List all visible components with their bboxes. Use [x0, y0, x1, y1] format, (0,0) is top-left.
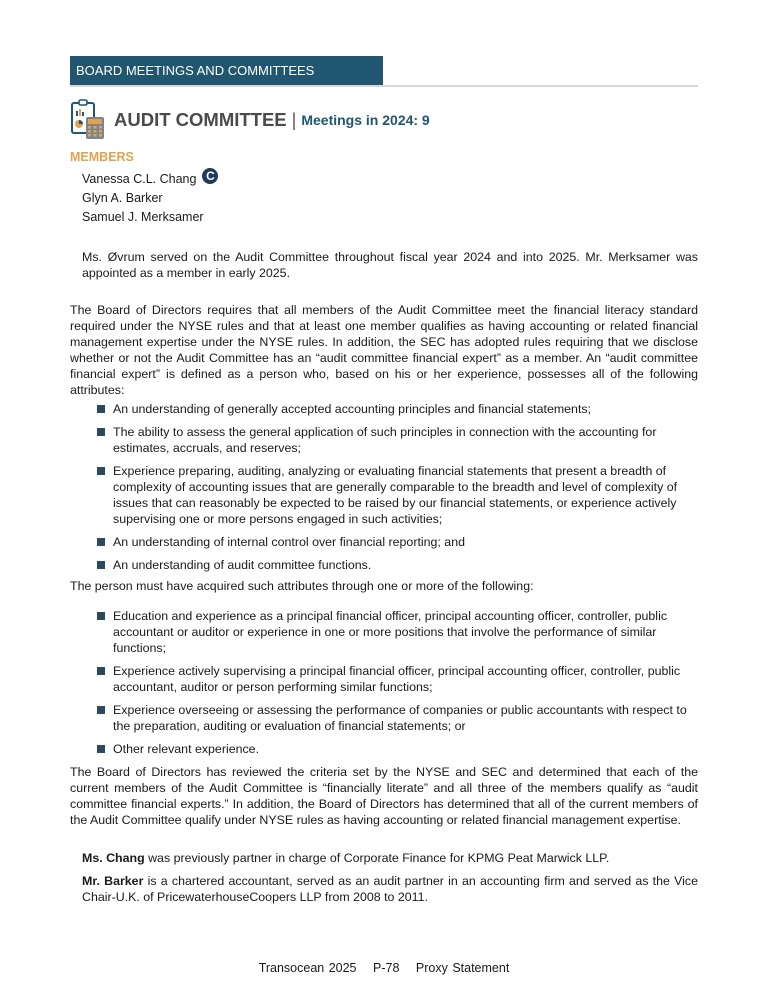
- chair-badge-icon: C: [202, 168, 218, 184]
- bullet-square-icon: [97, 745, 105, 753]
- list-item-text: Other relevant experience.: [113, 742, 260, 756]
- list-item: [97, 741, 698, 757]
- bullet-square-icon: [97, 667, 105, 675]
- list-item-text: An understanding of audit committee functions.: [113, 558, 372, 572]
- list-item-text: Education and experience as a principal financial officer, principal accounting officer, controller, public accountant or auditor or experience in one or more positions that involve the performance of similar functions;: [113, 609, 668, 655]
- title-separator: |: [291, 109, 297, 130]
- list-item: [97, 702, 698, 734]
- section-header: BOARD MEETINGS AND COMMITTEES: [70, 56, 383, 86]
- financial-literacy-paragraph: The Board of Directors requires that all members of the Audit Committee meet the financial literacy standard required under the NYSE rules and that at least one member qualifies as having accounting or related financial management expertise under the NYSE rules. In addition, the SEC has adopted rules requiring that we disclose whether or not the Audit Committee has an “audit committee financial expert” as a member. An “audit committee financial expert” is defined as a person who, based on his or her experience, possesses all of the following attributes:: [70, 303, 698, 397]
- footer-doc-title: Proxy Statement: [415, 961, 510, 975]
- list-item-text: An understanding of internal control over financial reporting; and: [113, 535, 465, 549]
- bio-text: was previously partner in charge of Corporate Finance for KPMG Peat Marwick LLP.: [144, 851, 610, 865]
- list-item: [97, 463, 698, 527]
- list-item: [97, 608, 698, 656]
- list-item: [97, 401, 698, 417]
- determination-paragraph: The Board of Directors has reviewed the criteria set by the NYSE and SEC and determined that each of the current members of the Audit Committee is “financially literate” and all three of the members qualify as “audit committee financial experts.” In addition, the Board of Directors has determined that all of the current members of the Audit Committee qualify under NYSE rules as having accounting or related financial management expertise.: [70, 765, 698, 827]
- clipboard-calculator-icon: [70, 99, 106, 141]
- list-item-text: The ability to assess the general application of such principles in connection with the accounting for estimates, accruals, and reserves;: [113, 425, 657, 455]
- bullet-square-icon: [97, 561, 105, 569]
- bio-chang: [82, 850, 698, 866]
- bio-barker: [82, 873, 698, 905]
- acquired-attributes-paragraph: The person must have acquired such attributes through one or more of the following:: [70, 579, 534, 593]
- attributes-list: [97, 401, 698, 580]
- list-item-text: An understanding of generally accepted accounting principles and financial statements;: [113, 402, 592, 416]
- members-list: [82, 170, 218, 227]
- footer-company: Transocean 2025: [258, 961, 357, 975]
- committee-name: AUDIT COMMITTEE: [114, 109, 287, 130]
- footer-page-number: P-78: [373, 961, 400, 975]
- member-item: [82, 170, 218, 189]
- list-item-text: Experience overseeing or assessing the performance of companies or public accountants with respect to the preparation, auditing or evaluation of financial statements; or: [113, 703, 687, 733]
- member-item: [82, 189, 218, 208]
- bio-text: is a chartered accountant, served as an audit partner in an accounting firm and served as the Vice Chair-U.K. of PricewaterhouseCoopers LLP from 2008 to 2011.: [82, 874, 698, 904]
- sources-list: [97, 608, 698, 764]
- bio-name: Ms. Chang: [82, 851, 145, 865]
- list-item-text: Experience actively supervising a principal financial officer, principal accounting officer, controller, public accountant, auditor or person performing similar functions;: [113, 664, 681, 694]
- bullet-square-icon: [97, 467, 105, 475]
- list-item-text: Experience preparing, auditing, analyzing or evaluating financial statements that present a breadth of complexity of accounting issues that are generally comparable to the breadth and level of complexity of issues that can reasonably be expected to be raised by our financial statements, or experience actively supervising one or more persons engaged in such activities;: [113, 464, 678, 526]
- meetings-count: Meetings in 2024: 9: [301, 112, 430, 128]
- bullet-square-icon: [97, 538, 105, 546]
- membership-note: Ms. Øvrum served on the Audit Committee throughout fiscal year 2024 and into 2025. Mr. Merksamer was appointed as a member in early 2025.: [82, 250, 698, 280]
- member-name: Samuel J. Merksamer: [82, 210, 204, 224]
- members-heading: MEMBERS: [70, 150, 134, 164]
- member-name: Vanessa C.L. Chang: [82, 172, 197, 186]
- bullet-square-icon: [97, 612, 105, 620]
- list-item: [97, 424, 698, 456]
- bullet-square-icon: [97, 428, 105, 436]
- bullet-square-icon: [97, 706, 105, 714]
- header-divider: [70, 85, 698, 87]
- list-item: [97, 534, 698, 550]
- bio-name: Mr. Barker: [82, 874, 144, 888]
- list-item: [97, 663, 698, 695]
- page-footer: [0, 961, 768, 975]
- member-name: Glyn A. Barker: [82, 191, 163, 205]
- member-item: [82, 208, 218, 227]
- bullet-square-icon: [97, 405, 105, 413]
- list-item: [97, 557, 698, 573]
- committee-title: [70, 99, 430, 141]
